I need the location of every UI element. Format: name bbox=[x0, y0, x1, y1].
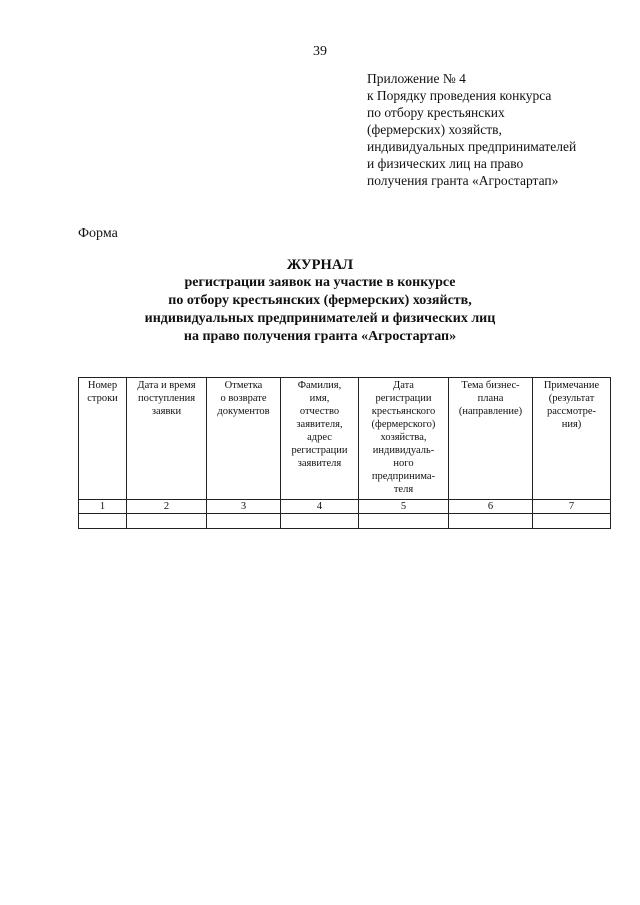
table-cell bbox=[449, 514, 533, 529]
column-number: 7 bbox=[533, 500, 611, 514]
appendix-line: и физических лиц на право bbox=[367, 156, 524, 171]
appendix-line: Приложение № 4 bbox=[367, 71, 466, 86]
appendix-line: по отбору крестьянских bbox=[367, 105, 505, 120]
title-block bbox=[0, 256, 640, 346]
subtitle-line: на право получения гранта «Агростартап» bbox=[183, 329, 457, 344]
appendix-line: получения гранта «Агростартап» bbox=[367, 173, 559, 188]
appendix-block bbox=[367, 70, 627, 189]
column-header: Примечание (результат рассмотре- ния) bbox=[533, 378, 611, 500]
column-number: 4 bbox=[281, 500, 359, 514]
subtitle-line: регистрации заявок на участие в конкурсе bbox=[184, 275, 456, 290]
column-number: 3 bbox=[207, 500, 281, 514]
table-header-row bbox=[79, 378, 611, 500]
table-cell bbox=[207, 514, 281, 529]
appendix-line: индивидуальных предпринимателей bbox=[367, 139, 577, 154]
column-number: 6 bbox=[449, 500, 533, 514]
table-cell bbox=[359, 514, 449, 529]
table-cell bbox=[533, 514, 611, 529]
document-title: ЖУРНАЛ bbox=[286, 257, 354, 273]
subtitle-line: индивидуальных предпринимателей и физических лиц bbox=[144, 311, 496, 326]
column-header: Номер строки bbox=[79, 378, 127, 500]
column-header: Отметка о возврате документов bbox=[207, 378, 281, 500]
table-row bbox=[79, 514, 611, 529]
column-number-row bbox=[79, 500, 611, 514]
column-header: Фамилия, имя, отчество заявителя, адрес регистрации заявителя bbox=[281, 378, 359, 500]
table-cell bbox=[79, 514, 127, 529]
column-header: Тема бизнес- плана (направление) bbox=[449, 378, 533, 500]
table-cell bbox=[281, 514, 359, 529]
table-cell bbox=[127, 514, 207, 529]
registration-journal-table bbox=[78, 377, 611, 529]
column-number: 1 bbox=[79, 500, 127, 514]
form-label: Форма bbox=[78, 226, 118, 241]
appendix-line: к Порядку проведения конкурса bbox=[367, 88, 552, 103]
column-number: 2 bbox=[127, 500, 207, 514]
column-header: Дата и время поступления заявки bbox=[127, 378, 207, 500]
page-number: 39 bbox=[313, 44, 327, 59]
appendix-line: (фермерских) хозяйств, bbox=[367, 122, 502, 137]
subtitle-line: по отбору крестьянских (фермерских) хозяйств, bbox=[168, 293, 472, 308]
column-header: Дата регистрации крестьянского (фермерского) хозяйства, индивидуаль- ного предпринима- теля bbox=[359, 378, 449, 500]
column-number: 5 bbox=[359, 500, 449, 514]
